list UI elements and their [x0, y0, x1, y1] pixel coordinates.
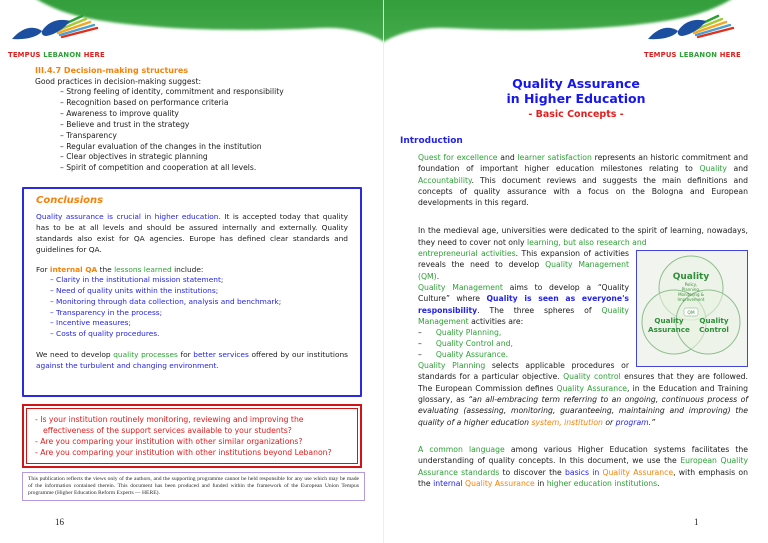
page-right: [384, 0, 768, 543]
logo-wordmark: [8, 51, 126, 59]
list-item: - Are you comparing your institution with other institutions beyond Lebanon?: [35, 448, 332, 458]
practices-intro-line: Good practices in decision-making suggest:: [35, 77, 202, 86]
list-item: – Transparency: [60, 130, 117, 140]
list-item: – Incentive measures;: [50, 318, 131, 328]
logo-wordmark: [644, 51, 762, 59]
page-number-right: 1: [694, 517, 699, 527]
page-number-left: 16: [55, 517, 64, 527]
paragraph: We need to develop quality processes for better services offered by our institutions against the turbulent and changing environment.: [36, 350, 348, 371]
list-item: – Regular evaluation of the changes in the institution: [60, 141, 262, 151]
tempus-logo-icon: [644, 12, 736, 46]
right-page-content: [384, 136, 768, 489]
tempus-logo: [8, 12, 126, 59]
tempus-logo: [644, 12, 762, 59]
logo-word-tempus: TEMPUS: [644, 51, 677, 59]
list-item: – Spirit of competition and cooperation at all levels.: [60, 163, 257, 173]
list-item: – Awareness to improve quality: [60, 108, 179, 118]
left-page-content: [0, 66, 384, 501]
venn-left-label: Quality: [654, 316, 684, 326]
paragraph: Quality Planning selects applicable procedures or standards for a particular objective. Quality control ensures that they are followed. The European Commission defines Quality Assurance, in the Education and Training glossary, as “an all-embracing term referring to an ongoing, continuous process of evaluating (assessing, monitoring, guaranteeing, maintaining and improving) the quality of a higher education system, institution or program.”: [418, 361, 749, 427]
tempus-logo-icon: [8, 12, 100, 46]
list-item: – Strong feeling of identity, commitment and responsibility: [60, 87, 284, 96]
venn-right-label: Control: [699, 325, 729, 335]
conclusions-title: Conclusions: [36, 195, 104, 207]
lessons-list: [50, 275, 348, 340]
section-heading: III.4.7 Decision-making structures: [35, 66, 189, 75]
venn-diagram-icon: [637, 251, 746, 365]
list-item: - Is your institution routinely monitoring, reviewing and improving the effectiveness of the support services available to your students?: [35, 415, 304, 436]
list-item: – Believe and trust in the strategy: [60, 119, 190, 129]
paragraph: Quality Management aims to develop a “Quality Culture” where Quality is seen as everyone's responsibility. The three spheres of Quality Management activities are:: [418, 282, 629, 326]
venn-top-subline: Policy,: [684, 282, 698, 288]
venn-top-subline: Improvement: [677, 297, 705, 303]
list-item: – Quality Assurance.: [418, 350, 509, 360]
paragraph: Quality assurance is crucial in higher education. It is accepted today that quality has to be at all levels and should be assured internally and externally. Quality standards also exist for QA agencies. Europe has defined clear standards and guidelines for QA.: [36, 212, 348, 255]
paragraph: For internal QA the lessons learned include:: [36, 265, 204, 275]
paragraph: entrepreneurial activities. This expansion of activities reveals the need to develop Quality Management (QM).: [418, 249, 630, 281]
conclusions-box: [22, 187, 362, 397]
intro-heading: Introduction: [400, 136, 463, 146]
list-item: – Need of quality units within the institutions;: [50, 286, 219, 296]
logo-word-here: HERE: [83, 51, 105, 59]
list-item: - Are you comparing your institution with other similar organizations?: [35, 437, 303, 447]
quality-venn-diagram: [636, 250, 748, 367]
questions-list: [26, 408, 358, 464]
questions-box: [22, 404, 362, 468]
practices-list: [60, 87, 362, 174]
list-item: – Clarity in the institutional mission statement;: [50, 275, 224, 285]
list-item: – Costs of quality procedures.: [50, 329, 160, 339]
list-item: – Quality Control and,: [418, 339, 513, 349]
disclaimer-note: This publication reflects the views only of the authors, and the supporting programme cannot be held responsible for any use which may be made of the information contained therein. This document has been produced and funded within the framework of the European Union Tempus programme (Higher Education Reform Experts — HERE).: [22, 472, 365, 501]
paragraph: In the medieval age, universities were dedicated to the spirit of learning, nowadays, they need to cover not only learning, but also research and: [418, 226, 748, 247]
logo-word-lebanon: LEBANON: [43, 51, 82, 59]
venn-top-label: Quality: [672, 272, 710, 283]
venn-left-label: Assurance: [648, 325, 690, 335]
paragraph: Quest for excellence and learner satisfaction represents an historic commitment and foundation of important higher education milestones relating to Quality and Accountability. This document reviews and suggests the main definitions and concepts of quality assurance with a focus on the Bologna and European developments in this regard.: [418, 153, 748, 208]
venn-right-label: Quality: [699, 316, 729, 326]
title-line-2: in Higher Education: [506, 91, 646, 106]
title-line-1: Quality Assurance: [512, 76, 640, 91]
logo-word-lebanon: LEBANON: [679, 51, 718, 59]
venn-top-subline: Planning,: [681, 287, 701, 293]
venn-top-subline: Monitoring &: [678, 292, 704, 298]
document-title: [384, 76, 768, 122]
list-item: – Transparency in the process;: [50, 307, 163, 317]
paragraph: A common language among various Higher Education systems facilitates the understanding of quality concepts. In this document, we use the European Quality Assurance standards to discover the basics in Quality Assurance, with emphasis on the internal Quality Assurance in higher education institutions.: [418, 444, 748, 488]
list-item: – Recognition based on performance criteria: [60, 97, 229, 107]
text-wrap-zone: [418, 248, 748, 428]
list-item: – Clear objectives in strategic planning: [60, 152, 208, 162]
logo-word-here: HERE: [719, 51, 741, 59]
title-subtitle: - Basic Concepts -: [528, 109, 624, 120]
venn-center-label: QM: [687, 311, 695, 317]
logo-word-tempus: TEMPUS: [8, 51, 41, 59]
list-item: – Monitoring through data collection, analysis and benchmark;: [50, 296, 282, 306]
list-item: – Quality Planning,: [418, 328, 502, 338]
